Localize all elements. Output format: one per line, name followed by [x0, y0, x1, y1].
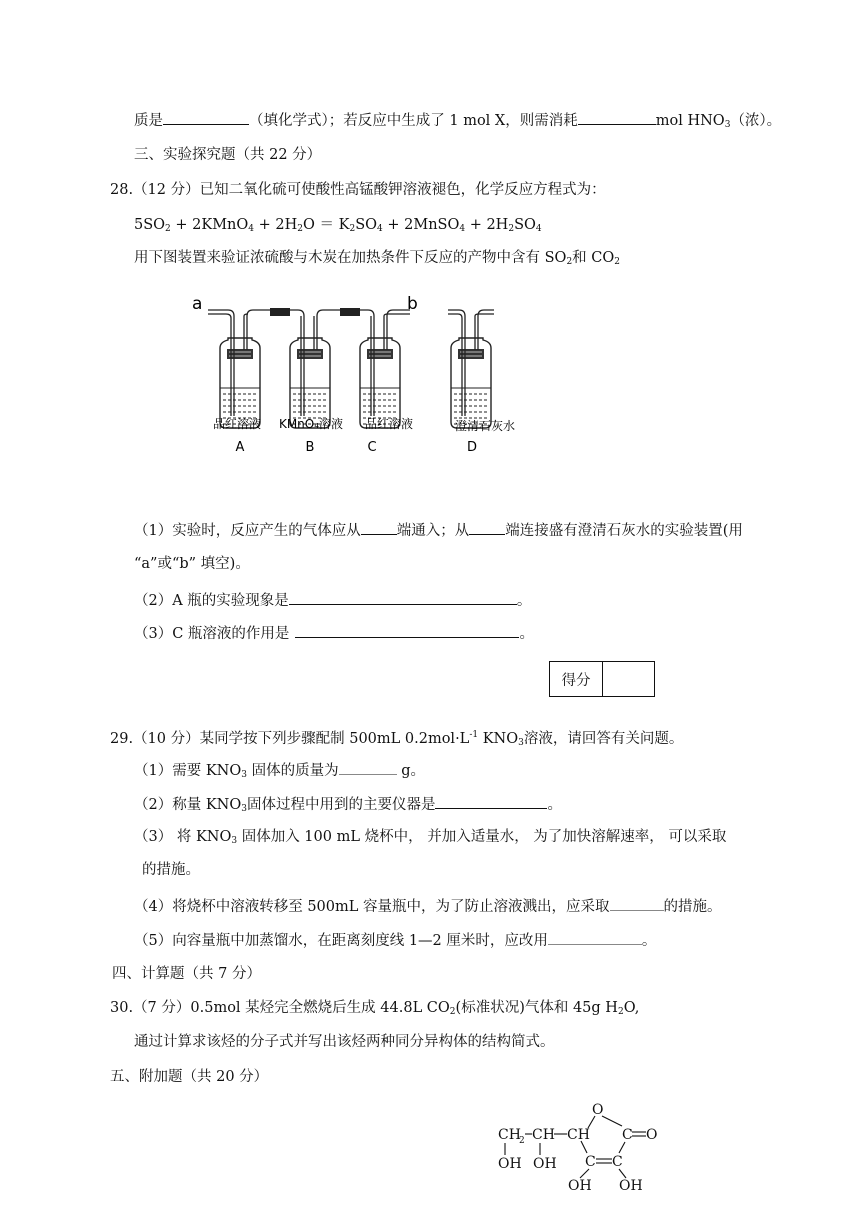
q29-intro: 29.（10 分）某同学按下列步骤配制 500mL $0.2mol\cdot L^{-1}$ $KNO_3$溶液，请回答有关问题。	[110, 730, 684, 748]
hydroxyl-4: OH	[619, 1178, 643, 1194]
bottle-b-letter: B	[305, 440, 315, 455]
bottle-c-letter: C	[367, 440, 377, 455]
q28-sub1-cont: “a”或“b” 填空)。	[134, 556, 250, 572]
bonds	[505, 1116, 646, 1178]
ring-carbon-left: C	[585, 1154, 596, 1170]
bottle-d	[451, 338, 491, 428]
q27-text: （浓）。	[730, 113, 782, 129]
answer-blank[interactable]	[163, 110, 249, 125]
structural-formula	[488, 1096, 678, 1196]
q29-sub4: （4）将烧杯中溶液转移至 500mL 容量瓶中，为了防止溶液溅出，应采取 的措施。	[134, 896, 722, 917]
end-label-a: a	[192, 294, 203, 314]
bottle-b-label: KMnO₄溶液	[278, 417, 344, 431]
q28-purpose: 用下图装置来验证浓硫酸与木炭在加热条件下反应的产物中含有 $SO_2$和 $CO_2$	[134, 250, 620, 267]
bottle-d-letter: D	[466, 440, 478, 455]
answer-blank[interactable]	[578, 110, 656, 125]
answer-blank[interactable]	[435, 794, 547, 809]
answer-blank[interactable]	[610, 896, 664, 911]
hydroxyl-3: OH	[568, 1178, 592, 1194]
end-label-b: b	[407, 294, 418, 314]
q28-sub3: （3）C 瓶溶液的作用是 。	[134, 623, 534, 644]
section-4-heading: 四、计算题（共 7 分）	[112, 966, 261, 982]
answer-blank[interactable]	[295, 623, 519, 638]
q27-text: mol HNO	[655, 113, 725, 129]
q29-sub3-cont: 的措施。	[142, 862, 200, 878]
carbonyl-carbon: C	[622, 1127, 633, 1143]
q29-sub3: （3） 将 $KNO_3$ 固体加入 100 mL 烧杯中， 并加入适量水， 为了加快溶解速率， 可以采取	[134, 829, 727, 846]
q28-equation: $5SO_2$ + 2KMnO$_4$ + $2H_2O = K_2SO_4$ + 2MnSO$_4$ + $2H_2SO_4$	[134, 217, 542, 234]
answer-blank[interactable]	[469, 520, 505, 535]
ch-group-a: CH	[532, 1127, 555, 1143]
section-3-heading: 三、实验探究题（共 22 分）	[134, 147, 322, 163]
q27-text: （填化学式）；若反应中生成了 1 mol X，则需消耗	[249, 113, 578, 129]
score-box	[549, 661, 655, 697]
section-5-heading: 五、附加题（共 20 分）	[110, 1069, 269, 1085]
q29-sub1: （1）需要 $KNO_3$ 固体的质量为 g。	[134, 760, 425, 785]
bottle-a	[220, 338, 260, 428]
subscript: 3	[724, 120, 731, 130]
bottle-d-label: 澄清石灰水	[454, 419, 516, 433]
ch-group-b: CH	[567, 1127, 590, 1143]
ring-carbon-right: C	[612, 1154, 623, 1170]
ch2-group: CH	[498, 1127, 521, 1143]
bottle-c-label: 品红溶液	[364, 417, 414, 431]
bottle-c	[360, 338, 400, 428]
hydroxyl-2: OH	[533, 1156, 557, 1172]
bottle-a-letter: A	[235, 440, 245, 455]
hydroxyl-1: OH	[498, 1156, 522, 1172]
q27-text: 质是	[134, 113, 163, 129]
score-field[interactable]	[603, 662, 654, 696]
ch2-subscript: 2	[519, 1136, 525, 1146]
q30-line2: 通过计算求该烃的分子式并写出该烃两种同分异构体的结构简式。	[134, 1034, 555, 1050]
carbonyl-oxygen: O	[646, 1127, 658, 1143]
answer-blank[interactable]	[289, 590, 517, 605]
ring-oxygen: O	[592, 1102, 604, 1118]
rubber-connector-bc	[340, 308, 360, 316]
q30-line1: 30.（7 分）0.5mol 某烃完全燃烧后生成 44.8L $CO_2$(标准状况)气体和 45g $H_2O$,	[110, 1000, 640, 1017]
gas-washing-apparatus-diagram	[180, 288, 540, 458]
q27-tail-line	[134, 110, 781, 135]
q28-sub2: （2）A 瓶的实验现象是 。	[134, 590, 531, 611]
bottle-b	[290, 338, 330, 428]
bottle-a-label: 品红溶液	[212, 417, 262, 431]
answer-blank[interactable]	[548, 930, 642, 945]
answer-blank[interactable]	[361, 520, 397, 535]
q28-intro: 28.（12 分）已知二氧化硫可使酸性高锰酸钾溶液褪色，化学反应方程式为：	[110, 182, 606, 198]
q28-sub1: （1）实验时，反应产生的气体应从 端通入；从 端连接盛有澄清石灰水的实验装置(用	[134, 520, 743, 541]
q29-sub2: （2）称量 $KNO_3$固体过程中用到的主要仪器是 。	[134, 794, 562, 819]
answer-blank[interactable]	[339, 760, 397, 775]
rubber-connector-ab	[270, 308, 290, 316]
q29-sub5: （5）向容量瓶中加蒸馏水，在距离刻度线 1—2 厘米时，应改用 。	[134, 930, 656, 951]
score-label: 得分	[550, 662, 603, 696]
